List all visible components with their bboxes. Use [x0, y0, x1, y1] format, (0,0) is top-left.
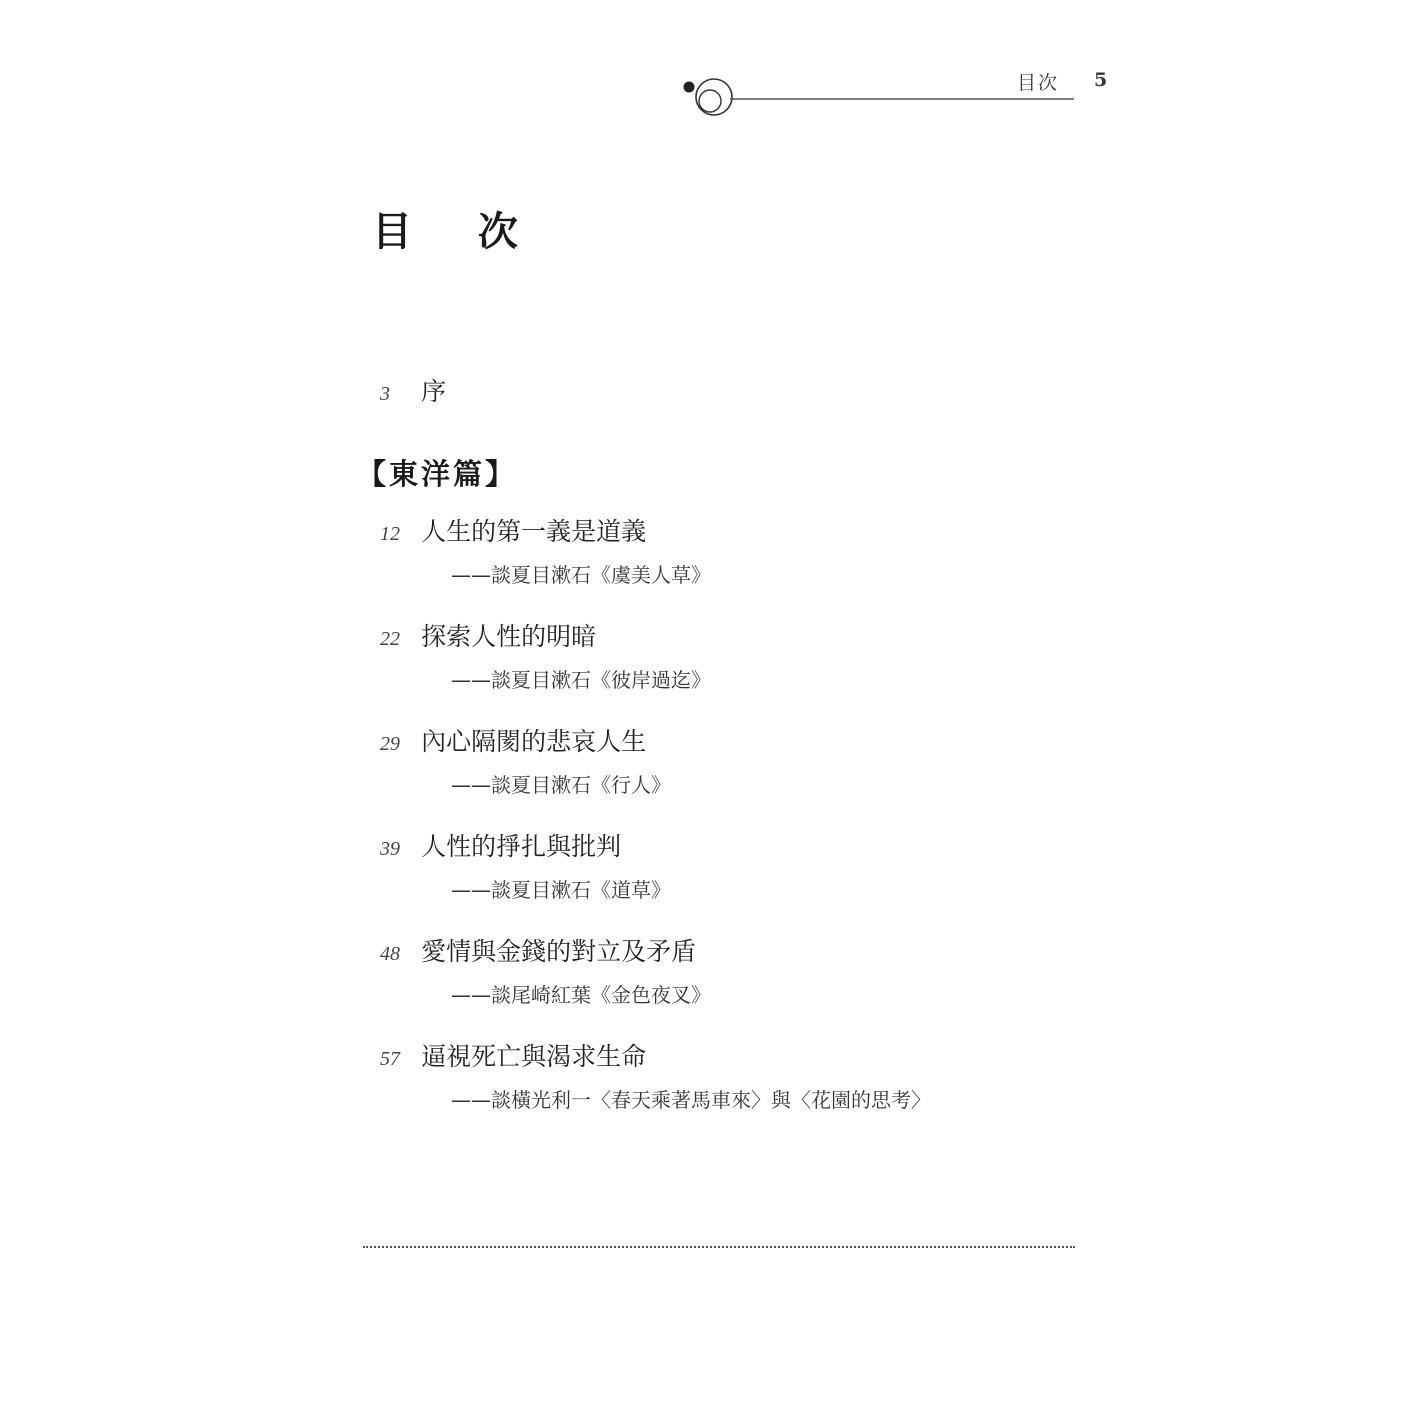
toc-entry-title: 序	[421, 377, 447, 406]
toc-page-number: 57	[380, 1048, 400, 1070]
toc-entry-subtitle: ——談夏目漱石《虞美人草》	[451, 563, 711, 587]
toc-entry[interactable]	[380, 512, 1100, 617]
toc-entry[interactable]	[380, 1037, 1100, 1142]
page-title: 目 次	[372, 208, 544, 255]
section-heading: 【東洋篇】	[357, 457, 518, 491]
toc-entry[interactable]	[380, 722, 1100, 827]
toc-list	[380, 512, 1100, 1142]
toc-entry-subtitle: ——談夏目漱石《道草》	[451, 878, 671, 902]
toc-entry[interactable]	[380, 617, 1100, 722]
toc-page-number: 39	[380, 838, 400, 860]
toc-entry-subtitle: ——談尾崎紅葉《金色夜叉》	[451, 983, 711, 1007]
toc-page-number: 29	[380, 733, 400, 755]
toc-entry-subtitle: ——談夏目漱石《彼岸過迄》	[451, 668, 711, 692]
toc-entry-title: 探索人性的明暗	[421, 622, 597, 651]
toc-entry[interactable]	[380, 827, 1100, 932]
toc-page-number: 22	[380, 628, 400, 650]
toc-entry-title: 愛情與金錢的對立及矛盾	[421, 937, 697, 966]
running-header-title: 目次	[1017, 72, 1060, 94]
toc-page-number: 48	[380, 943, 400, 965]
toc-entry-title: 人生的第一義是道義	[421, 517, 647, 546]
toc-entry-title: 內心隔閡的悲哀人生	[421, 727, 647, 756]
running-header	[680, 60, 1120, 120]
toc-page-number: 3	[380, 383, 390, 405]
toc-entry-title: 人性的掙扎與批判	[421, 832, 622, 861]
toc-entry-preface[interactable]	[380, 372, 446, 408]
toc-entry[interactable]	[380, 932, 1100, 1037]
toc-entry-title: 逼視死亡與渴求生命	[421, 1042, 647, 1071]
toc-entry-subtitle: ——談橫光利一〈春天乘著馬車來〉與〈花園的思考〉	[451, 1088, 931, 1112]
running-header-page-number: 5	[1094, 69, 1108, 91]
footer-dotted-rule	[363, 1246, 1075, 1248]
toc-page-number: 12	[380, 523, 400, 545]
toc-entry-subtitle: ——談夏目漱石《行人》	[451, 773, 671, 797]
